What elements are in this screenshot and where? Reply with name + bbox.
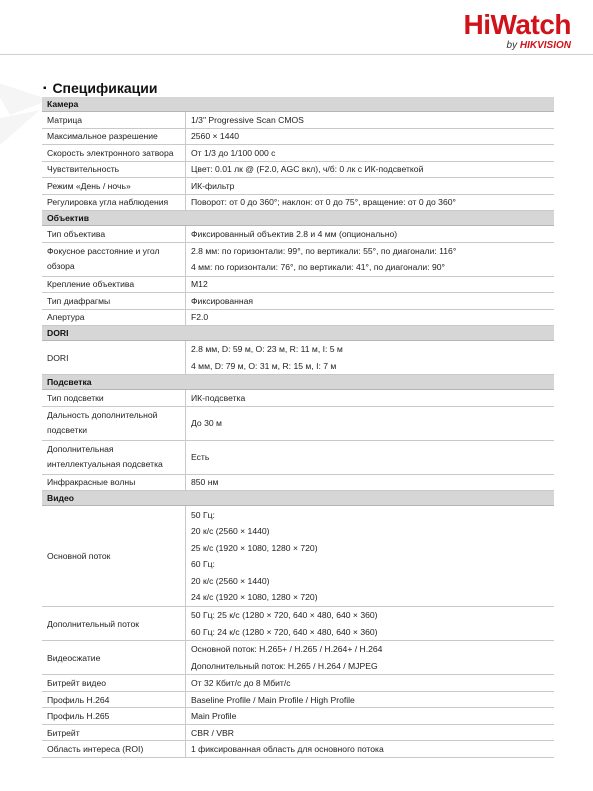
spec-key: Режим «День / ночь»	[42, 178, 186, 195]
table-row	[42, 145, 554, 162]
spec-value: 1 фиксированная область для основного потока	[186, 741, 555, 758]
spec-table	[42, 97, 554, 758]
spec-key: Тип диафрагмы	[42, 293, 186, 310]
spec-key: Матрица	[42, 112, 186, 129]
spec-key	[42, 242, 186, 276]
spec-value: Есть	[186, 440, 555, 474]
table-row	[42, 474, 554, 491]
spec-value-line: 2.8 мм: по горизонтали: 99°, по вертикали: 55°, по диагонали: 116°	[191, 245, 457, 256]
spec-value	[186, 341, 555, 375]
spec-key: Профиль H.264	[42, 691, 186, 708]
brand-name: HiWatch	[463, 9, 571, 40]
table-row	[42, 607, 554, 641]
spec-value	[186, 506, 555, 607]
table-row	[42, 194, 554, 211]
spec-key: Чувствительность	[42, 161, 186, 178]
spec-key: Основной поток	[42, 506, 186, 607]
spec-value-line: 4 мм: по горизонтали: 76°, по вертикали: 41°, по диагонали: 90°	[191, 262, 445, 272]
spec-key: Апертура	[42, 309, 186, 326]
spec-value: От 32 Кбит/с до 8 Мбит/с	[186, 675, 555, 692]
table-row	[42, 724, 554, 741]
category-ir: Подсветка	[42, 375, 554, 390]
spec-value	[186, 607, 555, 641]
table-row	[42, 128, 554, 145]
table-row	[42, 390, 554, 407]
spec-value-line: 60 Гц: 24 к/с (1280 × 720, 640 × 480, 640 × 360)	[191, 626, 378, 637]
spec-key: Тип объектива	[42, 226, 186, 243]
brand-parent: HIKVISION	[519, 40, 571, 51]
spec-value: 850 нм	[186, 474, 555, 491]
spec-value	[186, 641, 555, 675]
category-row-dori	[42, 326, 554, 341]
table-row	[42, 276, 554, 293]
spec-value: Поворот: от 0 до 360°; наклон: от 0 до 75°, вращение: от 0 до 360°	[186, 194, 555, 211]
category-video: Видео	[42, 491, 554, 506]
spec-key: Скорость электронного затвора	[42, 145, 186, 162]
table-row	[42, 741, 554, 758]
table-row	[42, 112, 554, 129]
spec-value-line: 20 к/с (2560 × 1440)	[191, 526, 270, 537]
category-row-lens	[42, 211, 554, 226]
spec-key: DORI	[42, 341, 186, 375]
table-row	[42, 691, 554, 708]
header-divider	[0, 54, 593, 55]
category-row-ir	[42, 375, 554, 390]
spec-value	[186, 242, 555, 276]
category-lens: Объектив	[42, 211, 554, 226]
table-row	[42, 341, 554, 375]
spec-key	[42, 406, 186, 440]
brand-sub	[464, 40, 571, 52]
spec-key: Битрейт	[42, 724, 186, 741]
spec-key-line: подсветки	[47, 425, 88, 435]
spec-value: ИК-подсветка	[186, 390, 555, 407]
spec-value: Фиксированный объектив 2.8 и 4 мм (опционально)	[186, 226, 555, 243]
brand-by: by	[506, 40, 518, 51]
spec-value: 2560 × 1440	[186, 128, 555, 145]
table-row	[42, 506, 554, 607]
spec-value: F2.0	[186, 309, 555, 326]
table-row	[42, 226, 554, 243]
table-row	[42, 641, 554, 675]
spec-key-line: обзора	[47, 261, 75, 271]
table-row	[42, 708, 554, 725]
category-camera: Камера	[42, 97, 554, 112]
table-row	[42, 309, 554, 326]
table-row	[42, 675, 554, 692]
table-row	[42, 406, 554, 440]
table-row	[42, 440, 554, 474]
spec-value: Baseline Profile / Main Profile / High Profile	[186, 691, 555, 708]
spec-value: До 30 м	[186, 406, 555, 440]
spec-key	[42, 440, 186, 474]
category-dori: DORI	[42, 326, 554, 341]
spec-key-line: интеллектуальная подсветка	[47, 459, 163, 469]
spec-key-line: Дополнительная	[47, 444, 114, 454]
spec-value-line: 4 мм, D: 79 м, O: 31 м, R: 15 м, I: 7 м	[191, 360, 337, 371]
spec-value: Фиксированная	[186, 293, 555, 310]
table-row	[42, 178, 554, 195]
spec-value: M12	[186, 276, 555, 293]
spec-value: 1/3" Progressive Scan CMOS	[186, 112, 555, 129]
spec-value-line: 24 к/с (1920 × 1080, 1280 × 720)	[191, 591, 318, 602]
hiwatch-logo	[464, 10, 571, 52]
spec-value-line: 60 Гц:	[191, 559, 215, 570]
spec-value: Main Profile	[186, 708, 555, 725]
spec-key: Видеосжатие	[42, 641, 186, 675]
spec-key: Профиль H.265	[42, 708, 186, 725]
spec-key: Максимальное разрешение	[42, 128, 186, 145]
bullet-icon: ▪	[43, 83, 47, 94]
spec-value-line: Основной поток: H.265+ / H.265 / H.264+ / H.264	[191, 644, 383, 655]
spec-value-line: Дополнительный поток: H.265 / H.264 / MJPEG	[191, 660, 378, 671]
spec-value: Цвет: 0.01 лк @ (F2.0, AGC вкл), ч/б: 0 лк с ИК-подсветкой	[186, 161, 555, 178]
spec-key-line: Фокусное расстояние и угол	[47, 246, 160, 256]
spec-value: CBR / VBR	[186, 724, 555, 741]
spec-key: Крепление объектива	[42, 276, 186, 293]
spec-value-line: 50 Гц:	[191, 510, 215, 520]
section-title	[43, 80, 157, 96]
spec-key-line: Дальность дополнительной	[47, 410, 158, 420]
spec-key: Область интереса (ROI)	[42, 741, 186, 758]
table-row	[42, 293, 554, 310]
spec-key: Инфракрасные волны	[42, 474, 186, 491]
spec-key: Регулировка угла наблюдения	[42, 194, 186, 211]
category-row-video	[42, 491, 554, 506]
spec-key: Тип подсветки	[42, 390, 186, 407]
table-row	[42, 161, 554, 178]
spec-value-line: 20 к/с (2560 × 1440)	[191, 575, 270, 586]
spec-value: ИК-фильтр	[186, 178, 555, 195]
table-row	[42, 242, 554, 276]
spec-key: Битрейт видео	[42, 675, 186, 692]
spec-value-line: 2.8 мм, D: 59 м, O: 23 м, R: 11 м, I: 5 м	[191, 344, 343, 355]
spec-value: От 1/3 до 1/100 000 с	[186, 145, 555, 162]
spec-key: Дополнительный поток	[42, 607, 186, 641]
section-title-text: Спецификации	[52, 80, 158, 96]
spec-value-line: 25 к/с (1920 × 1080, 1280 × 720)	[191, 542, 318, 553]
spec-value-line: 50 Гц: 25 к/с (1280 × 720, 640 × 480, 640 × 360)	[191, 610, 378, 621]
category-row-camera	[42, 97, 554, 112]
